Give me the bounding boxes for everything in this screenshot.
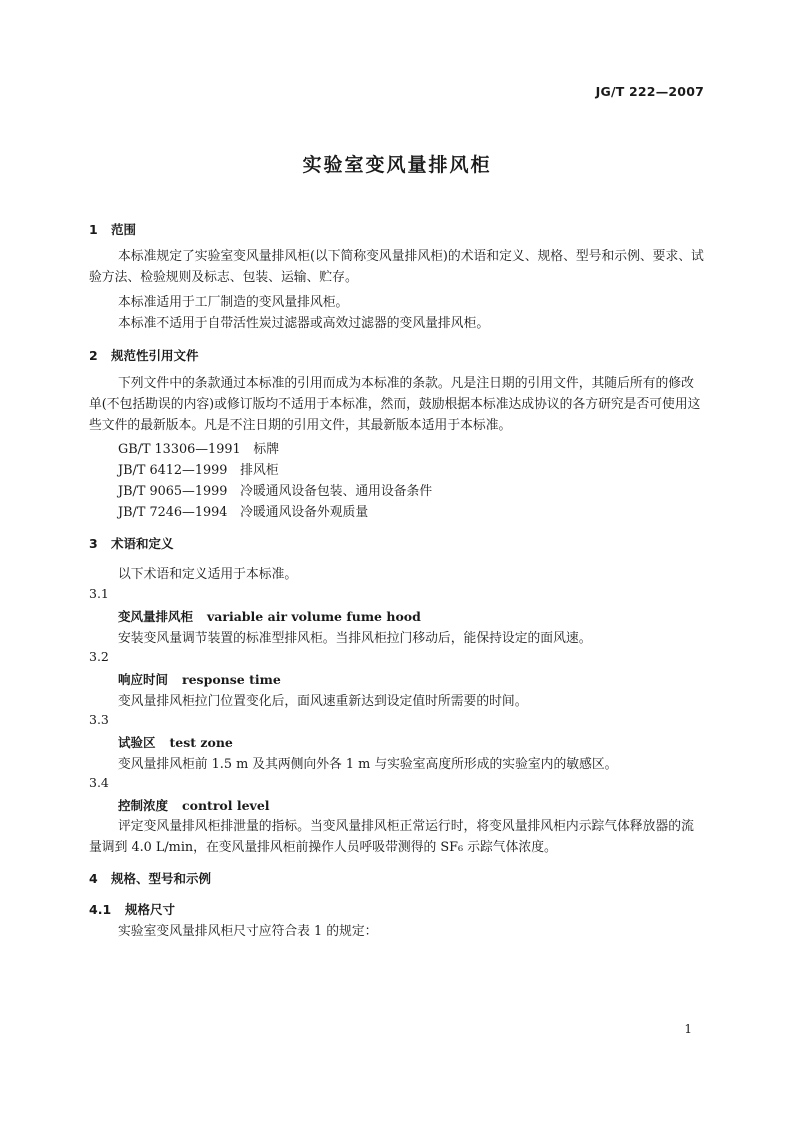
- term-definition: 变风量排风柜前 1.5 m 及其两侧向外各 1 m 与实验室高度所形成的实验室内的敏感区。: [118, 757, 618, 772]
- section-1-paragraph-1: 本标准规定了实验室变风量排风柜(以下简称变风量排风柜)的术语和定义、规格、型号和示例、要求、试验方法、检验规则及标志、包装、运输、贮存。: [89, 249, 704, 285]
- term-number: 3.1: [89, 586, 109, 601]
- term-english: variable air volume fume hood: [207, 609, 421, 624]
- section-2-heading: [89, 346, 199, 364]
- term-chinese: 试验区: [118, 735, 156, 750]
- term-english: control level: [182, 798, 270, 813]
- term-title: [118, 733, 233, 751]
- subsection-number: 4.1: [89, 902, 112, 917]
- reference-item: GB/T 13306—1991 标牌: [118, 442, 280, 457]
- term-chinese: 控制浓度: [118, 798, 169, 813]
- section-1-heading: [89, 220, 136, 238]
- term-number: 3.4: [89, 775, 109, 790]
- section-3-intro: 以下术语和定义适用于本标准。: [118, 567, 298, 582]
- term-definition: 安装变风量调节装置的标准型排风柜。当排风柜拉门移动后，能保持设定的面风速。: [118, 631, 592, 646]
- section-1-paragraph-2: 本标准适用于工厂制造的变风量排风柜。: [118, 295, 349, 310]
- page-title: 实验室变风量排风柜: [302, 154, 492, 176]
- section-number: 2: [89, 348, 98, 363]
- subsection-4-1-heading: [89, 900, 175, 918]
- section-2-paragraph-1: 下列文件中的条款通过本标准的引用而成为本标准的条款。凡是注日期的引用文件，其随后所有的修改单(不包括勘误的内容)或修订版均不适用于本标准，然而，鼓励根据本标准达成协议的各方研究是否可使用这些文件的最新版本。凡是不注日期的引用文件，其最新版本适用于本标准。: [89, 376, 701, 433]
- section-title: 范围: [111, 222, 137, 237]
- term-chinese: 响应时间: [118, 672, 169, 687]
- section-1-paragraph-3: 本标准不适用于自带活性炭过滤器或高效过滤器的变风量排风柜。: [118, 316, 490, 331]
- page-number: 1: [684, 1022, 692, 1036]
- term-title: [118, 607, 421, 625]
- subsection-title: 规格尺寸: [125, 902, 176, 917]
- section-3-heading: [89, 534, 174, 552]
- term-title: [118, 796, 270, 814]
- section-4-paragraph-1: 实验室变风量排风柜尺寸应符合表 1 的规定：: [118, 924, 378, 939]
- term-english: test zone: [169, 735, 233, 750]
- reference-item: JB/T 7246—1994 冷暖通风设备外观质量: [118, 505, 369, 520]
- reference-item: JB/T 6412—1999 排风柜: [118, 463, 279, 478]
- standard-code: JG/T 222—2007: [595, 84, 704, 99]
- section-number: 3: [89, 536, 98, 551]
- section-4-heading: [89, 869, 211, 887]
- section-title: 规范性引用文件: [111, 348, 199, 363]
- section-number: 1: [89, 222, 98, 237]
- term-title: [118, 670, 281, 688]
- term-english: response time: [182, 672, 281, 687]
- section-number: 4: [89, 871, 98, 886]
- term-number: 3.2: [89, 649, 109, 664]
- term-definition: 变风量排风柜拉门位置变化后，面风速重新达到设定值时所需要的时间。: [118, 694, 528, 709]
- term-chinese: 变风量排风柜: [118, 609, 194, 624]
- term-number: 3.3: [89, 712, 109, 727]
- term-definition: 评定变风量排风柜排泄量的指标。当变风量排风柜正常运行时，将变风量排风柜内示踪气体释放器的流量调到 4.0 L/min，在变风量排风柜前操作人员呼吸带测得的 SF₆ 示踪气体浓度。: [89, 819, 694, 855]
- reference-item: JB/T 9065—1999 冷暖通风设备包装、通用设备条件: [118, 484, 433, 499]
- section-title: 术语和定义: [111, 536, 174, 551]
- section-title: 规格、型号和示例: [111, 871, 212, 886]
